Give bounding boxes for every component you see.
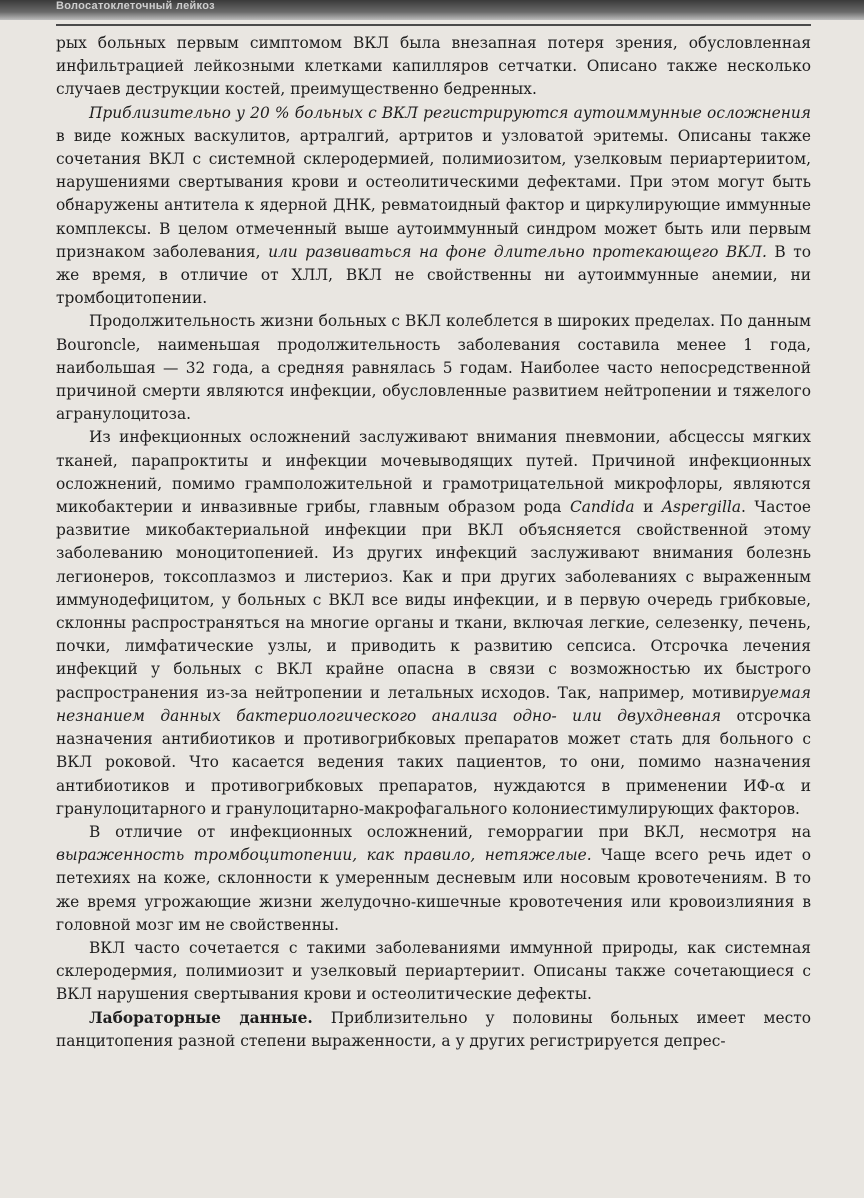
paragraph-lab-data (56, 1007, 811, 1053)
p3-text: Продолжительность жизни больных с ВКЛ колеблется в широких пределах. По данным Bouroncle, наименьшая продолжительность заболевания составила менее 1 года, наибольшая — 32 года, а средняя равнялась 5 годам. Наиболее часто непосредственной причиной смерти являются инфекции, обусловленные развитием нейтропении и тяжелого агранулоцитоза. (56, 312, 811, 424)
p4-text-c: отсрочка назначения антибиотиков и противогрибковых препаратов может стать для больного с ВКЛ роковой. Что касается ведения таких пациентов, то они, помимо назначения антибиотиков и противогрибковых препаратов, нуждаются в применении ИФ-α и гранулоцитарного и гранулоцитарно-макрофагального колониестимулирующих факторов. (56, 706, 811, 818)
section-lead: Лабораторные данные. (89, 1008, 313, 1027)
p1-text: рых больных первым симптомом ВКЛ была внезапная потеря зрения, обусловленная инфильтрацией лейкозными клетками капилляров сетчатки. Описано также несколько случаев деструкции костей, преимущественно бедренных. (56, 34, 811, 99)
paragraph-infections (56, 426, 811, 820)
paragraph-continuation (56, 32, 811, 102)
p4-and: и (634, 498, 662, 517)
p7-text: Приблизительно у половины больных имеет место панцитопения разной степени выраженности, а у других регистрируется депрес- (56, 1008, 812, 1050)
paragraph-survival (56, 310, 811, 426)
p2-italic-a: Приблизительно у 20 % больных с ВКЛ регистрируются аутоиммунные осложнения (89, 103, 811, 122)
paragraph-combinations (56, 937, 811, 1007)
header-bar (0, 0, 864, 20)
p4-text-b: . Частое развитие микобактериальной инфекции при ВКЛ объясняется свойственной этому заболеванию моноцитопенией. Из других инфекций заслуживают внимания болезнь легионеров, токсоплазмоз и листериоз. Как и при других заболеваниях с выраженным иммунодефицитом, у больных с ВКЛ все виды инфекции, и в первую очередь грибковые, склонны распространяться на многие органы и ткани, включая легкие, селезенку, печень, почки, лимфатические узлы, и приводить к развитию сепсиса. Отсрочка лечения инфекций у больных с ВКЛ крайне опасна в связи с возможностью их быстрого распространения из-за нейтропении и летальных исходов. Так, например, мотиви (56, 498, 811, 702)
p4-aspergilla: Aspergilla (661, 498, 742, 517)
p2-text-d: В то же время, в отличие от ХЛЛ, ВКЛ не свойственны ни аутоиммунные анемии, ни тромбоцитопении. (56, 242, 811, 308)
p6-text: ВКЛ часто сочетается с такими заболеваниями иммунной природы, как системная склеродермия, полимиозит и узелковый периартериит. Описаны также сочетающиеся с ВКЛ нарушения свертывания крови и остеолитические дефекты. (56, 938, 811, 1004)
running-head: Волосатоклеточный лейкоз (56, 0, 215, 12)
header-rule (56, 24, 811, 26)
p2-italic-c: или развиваться на фоне длительно протекающего ВКЛ. (268, 242, 767, 261)
p4-text-a: Из инфекционных осложнений заслуживают внимания пневмонии, абсцессы мягких тканей, парапроктиты и инфекции мочевыводящих путей. Причиной инфекционных осложнений, помимо грамположительной и грамотрицательной микрофлоры, являются микобактерии и инвазивные грибы, главным образом рода (56, 428, 811, 517)
p5-italic: выраженность тромбоцитопении, как правило, нетяжелые. (56, 846, 592, 865)
paragraph-autoimmune (56, 102, 811, 311)
paragraph-hemorrhage (56, 821, 811, 937)
p4-candida: Candida (569, 498, 635, 517)
p2-text-b: в виде кожных васкулитов, артралгий, артритов и узловатой эритемы. Описаны также сочетания ВКЛ с системной склеродермией, полимиозитом, узелковым периартериитом, нарушениями свертывания крови и остеолитическими дефектами. При этом могут быть обнаружены антитела к ядерной ДНК, ревматоидный фактор и циркулирующие иммунные комплексы. В целом отмеченный выше аутоиммунный синдром может быть или первым признаком заболевания, (56, 126, 811, 261)
p4-italic: руемая незнанием данных бактериологического анализа одно- или двухдневная (56, 683, 811, 725)
p5-text-a: В отличие от инфекционных осложнений, геморрагии при ВКЛ, несмотря на (89, 822, 811, 841)
page-body (56, 32, 811, 1053)
p5-text-c: Чаще всего речь идет о петехиях на коже, склонности к умеренным десневым или носовым кровотечениям. В то же время угрожающие жизни желудочно-кишечные кровотечения или кровоизлияния в головной мозг им не свойственны. (56, 846, 812, 934)
